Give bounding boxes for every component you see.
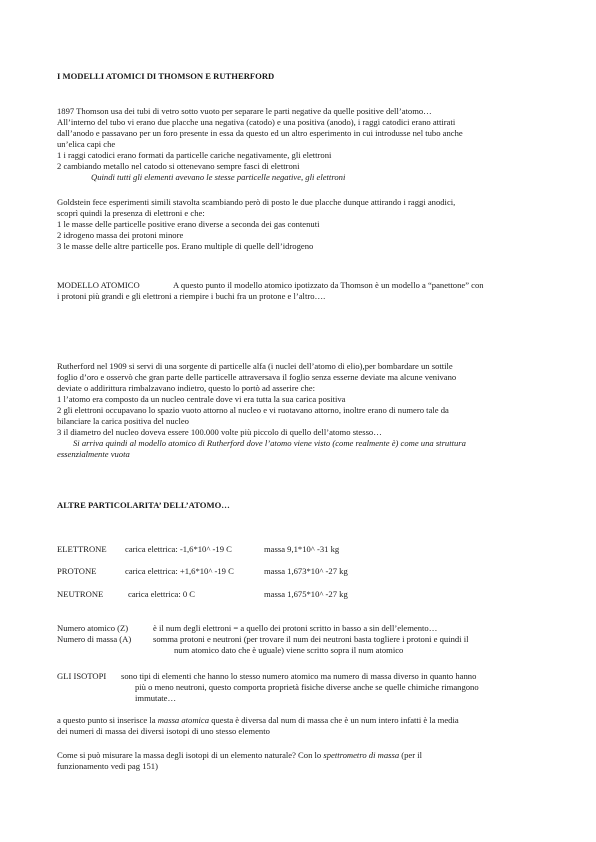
isotopi-text: immutate…	[135, 693, 177, 703]
particle-name: ELETTRONE	[57, 544, 107, 554]
thomson-line: dall’anodo e passavano per un foro presente in essa da questo ed un altro esperimento in cui introdusse nel tubo anche	[57, 128, 463, 138]
spettrometro-line	[57, 750, 422, 761]
modello-text: i protoni più grandi e gli elettroni a riempire i buchi fra un protone e l’altro….	[57, 291, 326, 301]
numero-atomico-label: Numero atomico (Z)	[57, 623, 129, 633]
massa-atomica-term: massa atomica	[157, 715, 210, 725]
goldstein-line: 1 le masse delle particelle positive erano diverse a seconda dei gas contenuti	[57, 219, 320, 229]
rutherford-line: 1 l’atomo era composto da un nucleo centrale dove vi era tutta la sua carica positiva	[57, 394, 346, 404]
particle-charge: carica elettrica: +1,6*10^ -19 C	[125, 566, 234, 576]
rutherford-conclusion: Si arriva quindi al modello atomico di Rutherford dove l’atomo viene visto (come realmente è) come una struttura	[73, 438, 466, 448]
isotopi-text: sono tipi di elementi che hanno lo stesso numero atomico ma numero di massa diverso in quanto hanno	[121, 671, 477, 681]
thomson-line: All’interno del tubo vi erano due placche una negativa (catodo) e una positiva (anodo), i raggi catodici erano attirati	[57, 117, 456, 127]
particle-name: PROTONE	[57, 566, 97, 576]
massa-atomica-pre: a questo punto si inserisce la	[57, 715, 158, 725]
thomson-line: 2 cambiando metallo nel catodo si ottenevano sempre fasci di elettroni	[57, 161, 300, 171]
particle-mass: massa 1,673*10^ -27 kg	[264, 566, 348, 576]
modello-text: A questo punto il modello atomico ipotizzato da Thomson è un modello a “panettone” con	[173, 280, 484, 290]
spettrometro-post: (per il	[399, 750, 423, 760]
particle-mass: massa 1,675*10^ -27 kg	[264, 589, 348, 599]
isotopi-text: più o meno neutroni, questo comporta proprietà fisiche diverse anche se quelle chimiche rimangono	[135, 682, 479, 692]
modello-label: MODELLO ATOMICO	[57, 280, 140, 290]
numero-atomico-text: è il num degli elettroni = a quello dei protoni scritto in basso a sin dell’elemento…	[153, 623, 438, 633]
rutherford-line: Rutherford nel 1909 si servi di una sorgente di particelle alfa (i nuclei dell’atomo di elio),per bombardare un sottile	[57, 361, 453, 371]
goldstein-line: 2 idrogeno massa dei protoni minore	[57, 230, 184, 240]
isotopi-label: GLI ISOTOPI	[57, 671, 107, 681]
document-title: I MODELLI ATOMICI DI THOMSON E RUTHERFORD	[57, 71, 275, 81]
massa-atomica-line: dei numeri di massa dei diversi isotopi di uno stesso elemento	[57, 726, 270, 736]
goldstein-line: Goldstein fece esperimenti simili stavolta scambiando però di posto le due placche dunque attirando i raggi anodici,	[57, 197, 456, 207]
massa-atomica-post: questa è diversa dal num di massa che è un num intero infatti è la media	[209, 715, 459, 725]
goldstein-line: scoprì quindi la presenza di elettroni e che:	[57, 208, 205, 218]
thomson-line: 1 i raggi catodici erano formati da particelle cariche negativamente, gli elettroni	[57, 150, 332, 160]
spettrometro-term: spettrometro di massa	[323, 750, 400, 760]
section-title-altre: ALTRE PARTICOLARITA’ DELL’ATOMO…	[57, 500, 230, 510]
thomson-line: un’elica capi che	[57, 139, 116, 149]
particle-mass: massa 9,1*10^ -31 kg	[264, 544, 340, 554]
spettrometro-line: funzionamento vedi pag 151)	[57, 761, 158, 771]
rutherford-line: deviate o addirittura rimbalzavano indietro, questo lo portò ad asserire che:	[57, 383, 315, 393]
particle-charge: carica elettrica: 0 C	[128, 589, 196, 599]
rutherford-conclusion: essenzialmente vuota	[57, 449, 130, 459]
goldstein-line: 3 le masse delle altre particelle pos. Erano multiple di quelle dell’idrogeno	[57, 241, 314, 251]
rutherford-line: foglio d’oro e osservò che gran parte delle particelle attraversava il foglio senza esserne deviate ma alcune venivano	[57, 372, 457, 382]
numero-massa-label: Numero di massa (A)	[57, 634, 132, 644]
numero-massa-text: num atomico dato che è uguale) viene scritto sopra il num atomico	[174, 645, 404, 655]
spettrometro-pre: Come si può misurare la massa degli isotopi di un elemento naturale? Con lo	[57, 750, 324, 760]
thomson-line: 1897 Thomson usa dei tubi di vetro sotto vuoto per separare le parti negative da quelle positive dell’atomo…	[57, 106, 432, 116]
rutherford-line: bilanciare la carica positiva del nucleo	[57, 416, 189, 426]
massa-atomica-line	[57, 715, 459, 726]
rutherford-line: 2 gli elettroni occupavano lo spazio vuoto attorno al nucleo e vi ruotavano attorno, inoltre erano di numero tale da	[57, 405, 449, 415]
thomson-conclusion: Quindi tutti gli elementi avevano le stesse particelle negative, gli elettroni	[91, 172, 346, 182]
particle-charge: carica elettrica: -1,6*10^ -19 C	[125, 544, 232, 554]
rutherford-line: 3 il diametro del nucleo doveva essere 100.000 volte più piccolo di quello dell’atomo stesso…	[57, 427, 382, 437]
particle-name: NEUTRONE	[57, 589, 104, 599]
numero-massa-text: somma protoni e neutroni (per trovare il num dei neutroni basta togliere i protoni e quindi il	[153, 634, 469, 644]
